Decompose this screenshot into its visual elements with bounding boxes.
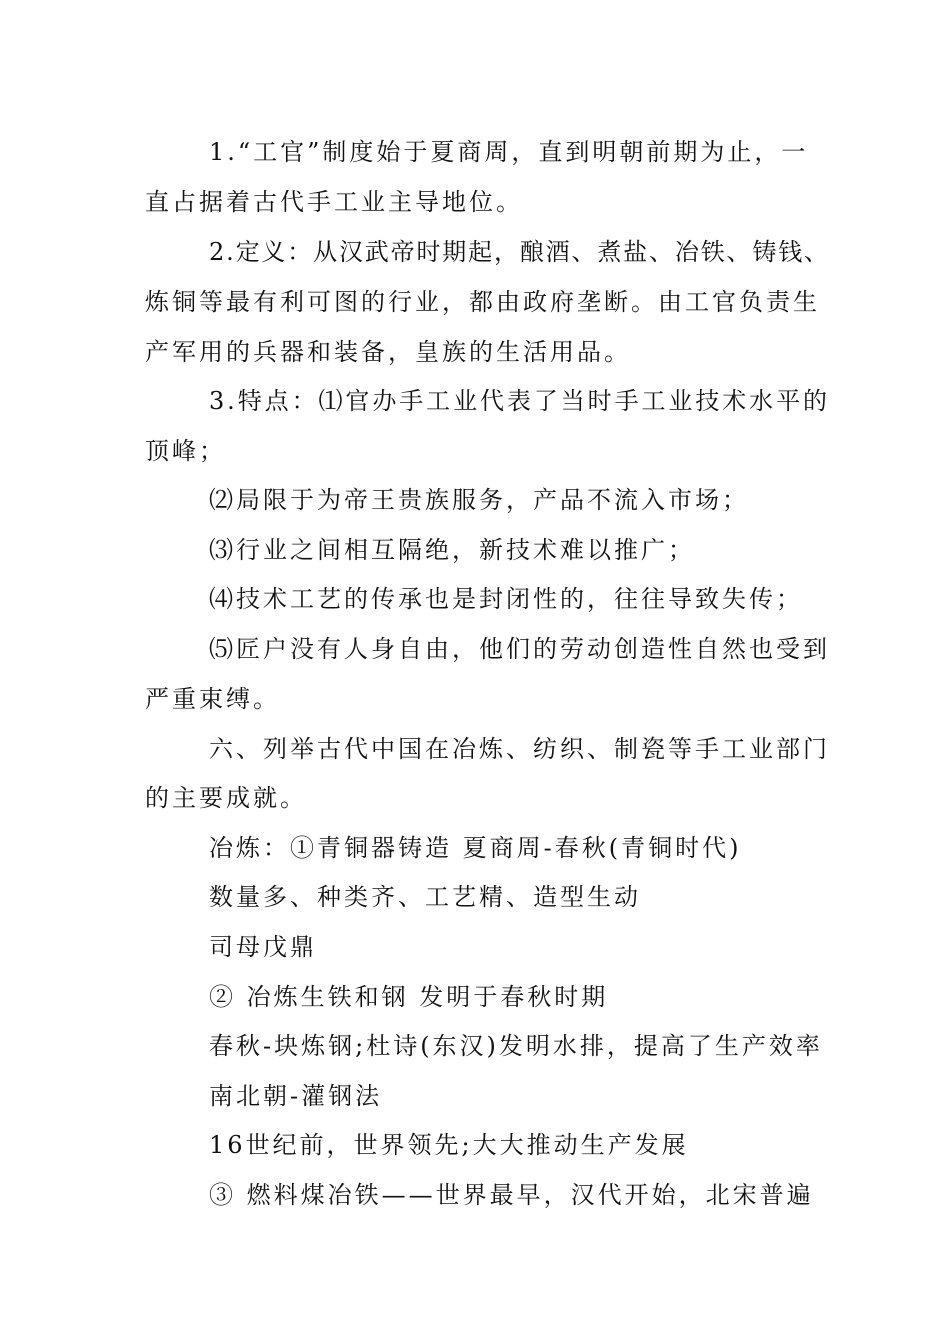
text-line: 3.特点：⑴官办手工业代表了当时手工业技术水平的: [209, 387, 830, 415]
text-line: 严重束缚。: [145, 685, 280, 713]
text-line: 数量多、种类齐、工艺精、造型生动: [209, 883, 641, 911]
text-line: 炼铜等最有利可图的行业，都由政府垄断。由工官负责生: [145, 288, 820, 316]
text-line: 16世纪前，世界领先;大大推动生产发展: [209, 1131, 689, 1159]
text-line: 的主要成就。: [145, 784, 307, 812]
text-line: 司母戊鼎: [209, 933, 317, 961]
text-line: 顶峰；: [145, 437, 226, 465]
text-line: 直占据着古代手工业主导地位。: [145, 188, 523, 216]
text-line: 六、列举古代中国在冶炼、纺织、制瓷等手工业部门: [209, 735, 830, 763]
text-line: 南北朝-灌钢法: [209, 1082, 383, 1110]
text-line: ⑸匠户没有人身自由，他们的劳动创造性自然也受到: [209, 635, 830, 663]
text-line: ② 冶炼生铁和钢 发明于春秋时期: [209, 983, 609, 1011]
text-line: 冶炼：①青铜器铸造 夏商周-春秋(青铜时代): [209, 834, 742, 862]
text-line: 1.“工官”制度始于夏商周，直到明朝前期为止，一: [209, 138, 809, 166]
text-line: ⑶行业之间相互隔绝，新技术难以推广；: [209, 536, 695, 564]
text-line: ③ 燃料煤冶铁——世界最早，汉代开始，北宋普遍: [209, 1181, 814, 1209]
text-line: ⑷技术工艺的传承也是封闭性的，往往导致失传；: [209, 585, 803, 613]
text-line: 产军用的兵器和装备，皇族的生活用品。: [145, 338, 631, 366]
text-line: 2.定义：从汉武帝时期起，酿酒、煮盐、冶铁、铸钱、: [209, 238, 830, 266]
text-line: 春秋-块炼钢;杜诗(东汉)发明水排，提高了生产效率: [209, 1032, 823, 1060]
text-line: ⑵局限于为帝王贵族服务，产品不流入市场；: [209, 486, 749, 514]
